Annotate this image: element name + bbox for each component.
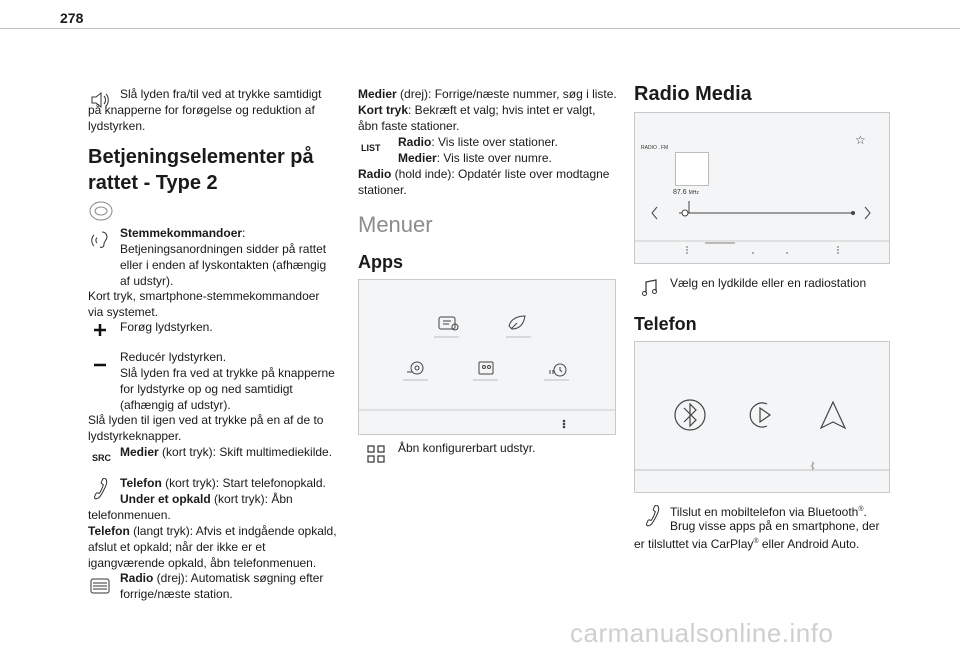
call-text: Under et opkald (kort tryk): Åbn telefonmenuen.: [88, 492, 293, 522]
radio-screen-label: RADIO . FM: [641, 145, 669, 151]
medier-turn-text: Medier (drej): Forrige/næste nummer, søg i liste.: [358, 87, 617, 101]
apps-clock-icon: [550, 364, 566, 376]
apps-messages-icon: [439, 317, 458, 330]
prev-station-icon: [652, 207, 657, 219]
bluetooth-icon: [675, 400, 705, 430]
volume-down-text: Reducér lydstyrken.: [120, 350, 227, 364]
radio-dial-icon: [88, 574, 112, 598]
watermark: carmanualsonline.info: [570, 618, 834, 648]
list-tag: LIST: [361, 143, 381, 153]
apps-settings-icon: [407, 362, 423, 374]
steering-wheel-icon: [88, 199, 114, 223]
radio-media-heading: Radio Media: [634, 83, 752, 105]
apps-heading: Apps: [358, 252, 403, 272]
header-rule: [0, 28, 960, 29]
android-auto-icon: [821, 402, 845, 428]
phone-caption-2: Brug visse apps på en smartphone, der er tilsluttet via CarPlay® eller Android Auto.: [634, 519, 880, 551]
phone-caption-1: Tilslut en mobiltelefon via Bluetooth®.: [670, 505, 867, 519]
voice-description: Betjeningsanordningen sidder på rattet eller i enden af lyskontakten (afhængig af udstyr).: [120, 242, 327, 288]
apps-contacts-icon: [479, 362, 493, 374]
radio-text: Radio (drej): Automatisk søgning efter forrige/næste station.: [120, 571, 324, 601]
radio-caption: Vælg en lydkilde eller en radiostation: [670, 276, 867, 290]
list-radio-text: Radio: Vis liste over stationer.: [398, 135, 558, 149]
minus-icon: [92, 356, 108, 364]
radio-screen: [634, 112, 890, 264]
apps-eco-icon: [509, 316, 525, 329]
volume-down-text-3: Slå lyden til igen ved at trykke på en af de to lydstyrkeknapper.: [88, 413, 324, 443]
phone-heading: Telefon: [634, 314, 697, 334]
voice-label: Stemmekommandoer: [120, 226, 243, 240]
next-station-icon: [865, 207, 870, 219]
apps-more-icon: [563, 420, 565, 428]
radio-frequency: 87.6 MHz: [673, 189, 699, 196]
src-text: Medier (kort tryk): Skift multimediekilde.: [120, 445, 333, 459]
short-press-text: Kort tryk: Bekræft et valg; hvis intet er valgt, åbn faste stationer.: [358, 103, 596, 133]
menu-heading: Menuer: [358, 212, 433, 237]
radio-hold-text: Radio (hold inde): Opdatér liste over modtagne stationer.: [358, 167, 610, 197]
music-note-icon: [640, 278, 660, 298]
phone-text: Telefon (kort tryk): Start telefonopkald.: [120, 476, 326, 490]
src-tag: SRC: [92, 453, 112, 463]
mute-text: Slå lyden fra/til ved at trykke samtidigt på knapperne for forøgelse og reduktion af lydstyrken.: [88, 87, 322, 133]
favorite-star-icon[interactable]: ☆: [855, 133, 866, 147]
grid-apps-icon: [366, 444, 386, 464]
section-heading-steering: Betjeningselementer på rattet - Type 2: [88, 146, 314, 194]
carplay-icon: [750, 403, 770, 427]
plus-icon: [92, 322, 108, 338]
apps-caption: Åbn konfigurerbart udstyr.: [398, 441, 536, 455]
volume-down-text-2: Slå lyden fra ved at trykke på knapperne for lydstyrke op og ned samtidigt (afhængig af udstyr).: [120, 366, 335, 412]
page-number: 278: [60, 10, 84, 26]
volume-up-text: Forøg lydstyrken.: [120, 320, 213, 334]
list-medier-text: Medier: Vis liste over numre.: [398, 151, 552, 165]
phone-long-text: Telefon (langt tryk): Afvis et indgående opkald, afslut et opkald; når der ikke er et igangværende opkald, åbn telefonmenuen.: [88, 524, 337, 570]
apps-screen: [358, 279, 616, 435]
phone-screen: [634, 341, 890, 493]
voice-description-2: Kort tryk, smartphone-stemmekommandoer via systemet.: [88, 289, 320, 319]
